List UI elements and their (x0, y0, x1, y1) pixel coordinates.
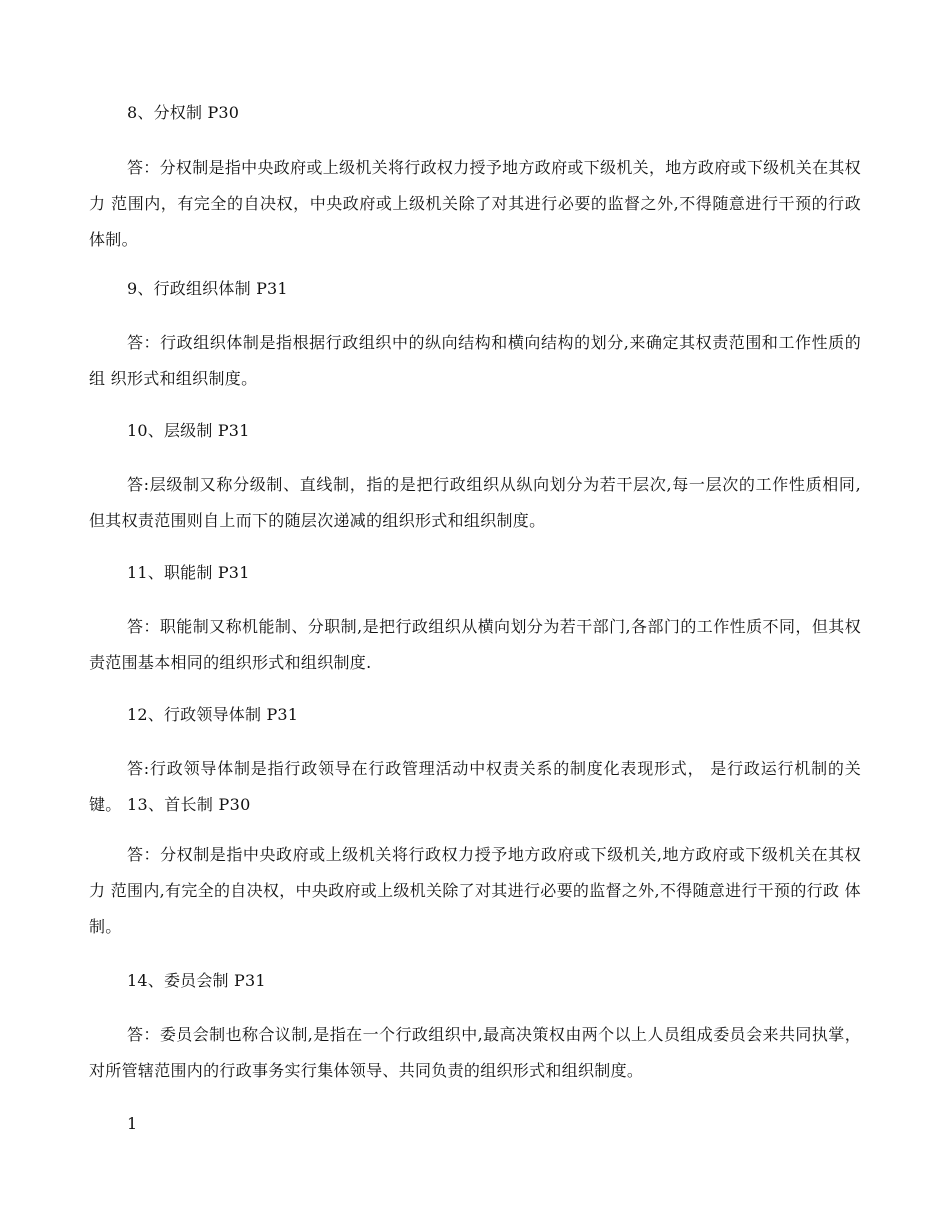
answer-administrative-organization-system: 答：行政组织体制是指根据行政组织中的纵向结构和横向结构的划分,来确定其权责范围和工作性质的组 织形式和组织制度。 (89, 333, 861, 388)
answer-committee-system: 答：委员会制也称合议制,是指在一个行政组织中,最高决策权由两个以上人员组成委员会来共同执掌， 对所管辖范围内的行政事务实行集体领导、共同负责的组织形式和组织制度。 (89, 1025, 861, 1080)
heading-leadership-system: 12、行政领导体制 P31 (127, 705, 299, 724)
heading-administrative-organization-system: 9、行政组织体制 P31 (127, 279, 288, 298)
heading-committee-system: 14、委员会制 P31 (127, 971, 266, 990)
answer-head-system: 答：分权制是指中央政府或上级机关将行政权力授予地方政府或下级机关,地方政府或下级机关在其权力 范围内,有完全的自决权，中央政府或上级机关除了对其进行必要的监督之外,不得随意进行干预的行政 体制。 (89, 845, 861, 936)
heading-hierarchical-system: 10、层级制 P31 (127, 421, 250, 440)
answer-decentralization: 答：分权制是指中央政府或上级机关将行政权力授予地方政府或下级机关，地方政府或下级机关在其权力 范围内，有完全的自决权，中央政府或上级机关除了对其进行必要的监督之外,不得随意进行干预的行政 体制。 (89, 158, 861, 249)
answer-hierarchical-system: 答:层级制又称分级制、直线制，指的是把行政组织从纵向划分为若干层次,每一层次的工作性质相同, 但其权责范围则自上而下的随层次递减的组织形式和组织制度。 (89, 475, 861, 530)
heading-decentralization: 8、分权制 P30 (127, 103, 240, 122)
answer-functional-system: 答：职能制又称机能制、分职制,是把行政组织从横向划分为若干部门,各部门的工作性质不同，但其权 责范围基本相同的组织形式和组织制度. (89, 617, 861, 672)
heading-functional-system: 11、职能制 P31 (127, 563, 250, 582)
page-number: 1 (127, 1114, 138, 1133)
answer-leadership-system: 答:行政领导体制是指行政领导在行政管理活动中权责关系的制度化表现形式， 是行政运行机制的关键。 13、首长制 P30 (89, 759, 861, 814)
